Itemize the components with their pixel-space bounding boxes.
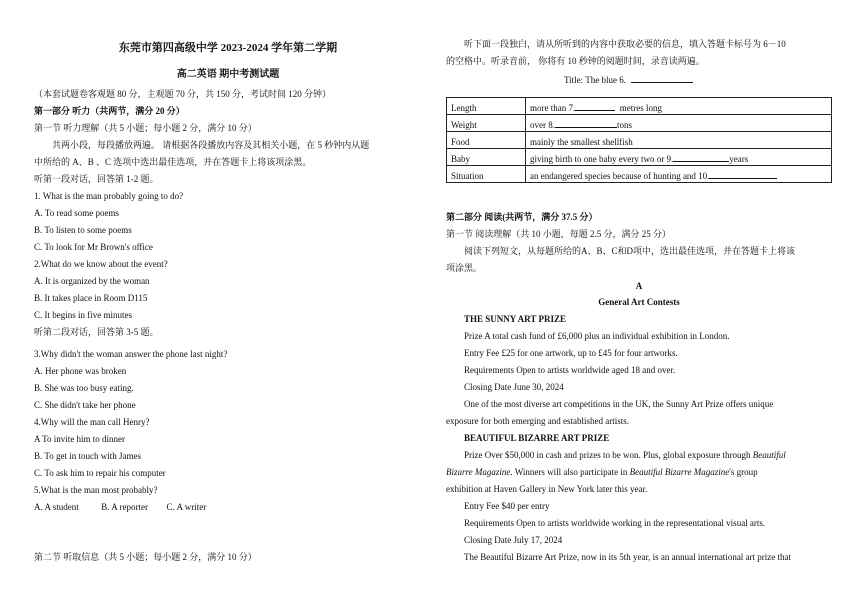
table-row <box>447 149 832 166</box>
part2-title: 第二部分 阅读(共两节，满分 37.5 分） <box>446 212 598 222</box>
q1-option-c: C. To look for Mr Brown's office <box>34 242 153 252</box>
q5-option-a: A. A student <box>34 502 79 512</box>
section2-title: 第二节 听取信息（共 5 小题；每小题 2 分，满分 10 分） <box>34 552 257 562</box>
row-value: mainly the smallest shellfish <box>526 132 832 149</box>
question-5: 5.What is the man most probably? <box>34 485 158 495</box>
q4-option-c: C. To ask him to repair his computer <box>34 468 166 478</box>
table-row <box>447 115 832 132</box>
q5-option-b: B. A reporter <box>101 502 149 512</box>
prize2-prize: Prize Over $50,000 in cash and prizes to be won. Plus, global exposure through Beautiful <box>464 450 786 460</box>
prize2-description: The Beautiful Bizarre Art Prize, now in its 5th year, is an annual international art prize that <box>464 552 792 562</box>
section1-title: 第一节 听力理解（共 5 小题；每小题 2 分，满分 10 分） <box>34 123 257 133</box>
q2-option-c: C. It begins in five minutes <box>34 310 132 320</box>
prize1-closing-date: Closing Date June 30, 2024 <box>464 382 564 392</box>
q3-option-b: B. She was too busy eating. <box>34 383 134 393</box>
passage1-intro: 听第一段对话，回答第 1-2 题。 <box>34 174 159 184</box>
prize2-closing-date: Closing Date July 17, 2024 <box>464 535 563 545</box>
reading-instruction-line1: 阅读下列短文，从每题所给的A、B、C和D项中，选出最佳选项，并在答题卡上将该 <box>464 246 796 256</box>
passage-title: General Art Contests <box>598 297 680 307</box>
row-label: Length <box>447 98 526 115</box>
section1-instruction-line1: 共两小段，每段播放两遍。 请根据各段播放内容及其相关小题，在 5 秒钟内从题 <box>52 140 370 150</box>
question-2: 2.What do we know about the event? <box>34 259 168 269</box>
table-row <box>447 132 832 149</box>
prize1-prize: Prize A total cash fund of £6,000 plus an individual exhibition in London. <box>464 331 730 341</box>
q4-option-b: B. To get in touch with James <box>34 451 141 461</box>
prize2-prize-line3: exhibition at Haven Gallery in New York later this year. <box>446 484 648 494</box>
q5-option-c: C. A writer <box>166 502 207 512</box>
q3-option-a: A. Her phone was broken <box>34 366 127 376</box>
section1-instruction-line2: 中所给的 A、B 、C 选项中选出最佳选项，并在答题卡上将该项涂黑。 <box>34 157 312 167</box>
q3-option-c: C. She didn't take her phone <box>34 400 136 410</box>
prize2-name: BEAUTIFUL BIZARRE ART PRIZE <box>464 433 610 443</box>
prize1-fee: Entry Fee £25 for one artwork, up to £45 for four artworks. <box>464 348 678 358</box>
row-label: Food <box>447 132 526 149</box>
school-title: 东莞市第四高级中学 2023-2024 学年第二学期 <box>118 42 338 54</box>
question-4: 4.Why will the man call Henry? <box>34 417 150 427</box>
question-1: 1. What is the man probably going to do? <box>34 191 184 201</box>
info-table <box>446 97 832 183</box>
table-row <box>447 166 832 183</box>
table-title: Title: The blue 6. <box>564 72 693 89</box>
row-value: giving birth to one baby every two or 9. years <box>526 149 832 166</box>
blank-6[interactable] <box>631 72 693 83</box>
blank-7[interactable] <box>575 100 615 111</box>
prize2-fee: Entry Fee $40 per entry <box>464 501 550 511</box>
blank-8[interactable] <box>555 117 617 128</box>
listening-instruction-line1: 听下面一段独白，请从所听到的内容中获取必要的信息，填入答题卡标号为 6－10 <box>464 39 786 49</box>
row-label: Baby <box>447 149 526 166</box>
reading-instruction-line2: 项涂黑。 <box>446 263 483 273</box>
q4-option-a: A To invite him to dinner <box>34 434 125 444</box>
prize2-prize-line2: Bizarre Magazine. Winners will also participate in Beautiful Bizarre Magazine's group <box>446 467 758 477</box>
row-value: more than 7. metres long <box>526 98 832 115</box>
prize1-description-line2: exposure for both emerging and established artists. <box>446 416 630 426</box>
table-row <box>447 98 832 115</box>
row-label: Weight <box>447 115 526 132</box>
question-3: 3.Why didn't the woman answer the phone last night? <box>34 349 228 359</box>
part1-title: 第一部分 听力（共两节，满分 20 分） <box>34 106 185 116</box>
q2-option-b: B. It takes place in Room D115 <box>34 293 148 303</box>
listening-instruction-line2: 的空格中。听录音前， 你将有 10 秒钟的阅题时间，录音读两遍。 <box>446 56 705 66</box>
blank-9[interactable] <box>673 151 729 162</box>
blank-10[interactable] <box>709 168 777 179</box>
row-value: an endangered species because of hunting and 10. <box>526 166 832 183</box>
q1-option-b: B. To listen to some poems <box>34 225 132 235</box>
prize2-requirements: Requirements Open to artists worldwide working in the representational visual arts. <box>464 518 766 528</box>
passage2-intro: 听第二段对话，回答第 3-5 题。 <box>34 327 159 337</box>
prize1-name: THE SUNNY ART PRIZE <box>464 314 566 324</box>
q1-option-a: A. To read some poems <box>34 208 119 218</box>
passage-letter: A <box>635 281 643 291</box>
q2-option-a: A. It is organized by the woman <box>34 276 150 286</box>
prize1-requirements: Requirements Open to artists worldwide aged 18 and over. <box>464 365 676 375</box>
q5-options <box>34 499 206 516</box>
exam-note: （本套试题卷客观题 80 分，主观题 70 分，共 150 分，考试时间 120 分钟） <box>34 89 332 99</box>
exam-title: 高二英语 期中考测试题 <box>176 69 280 80</box>
prize1-description-line1: One of the most diverse art competitions in the UK, the Sunny Art Prize offers unique <box>464 399 774 409</box>
row-label: Situation <box>447 166 526 183</box>
row-value: over 8. tons <box>526 115 832 132</box>
reading-section1-title: 第一节 阅读理解（共 10 小题，每题 2.5 分，满分 25 分） <box>446 229 672 239</box>
